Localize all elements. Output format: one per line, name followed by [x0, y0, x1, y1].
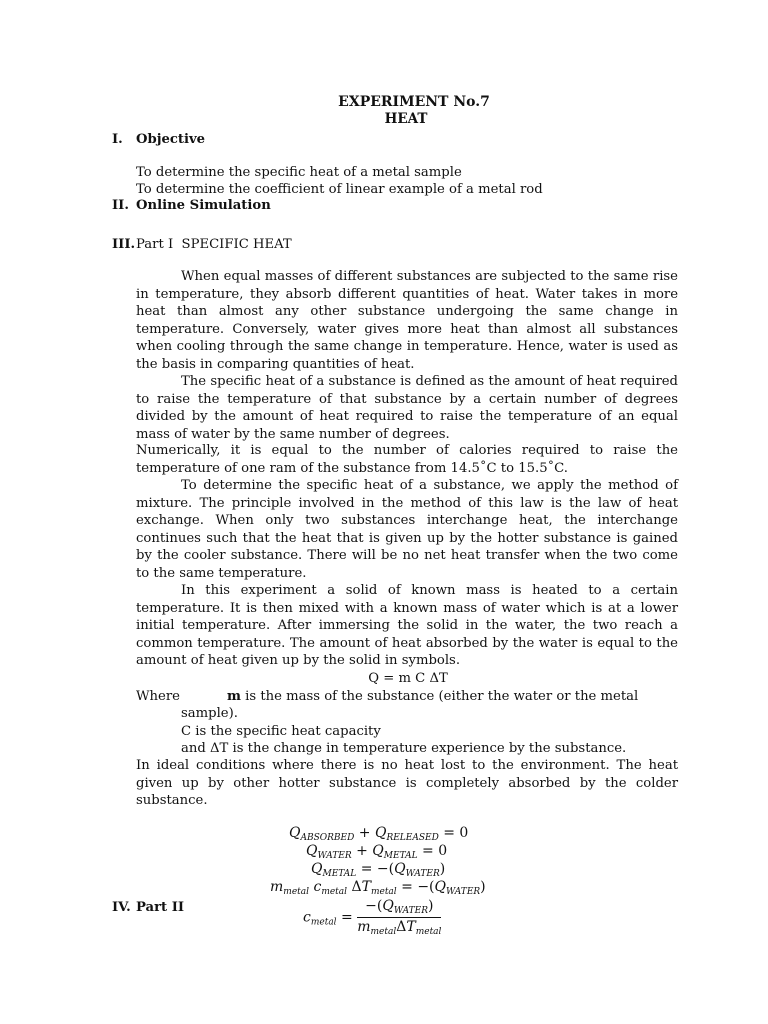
section-3-heading: Part I SPECIFIC HEAT — [136, 237, 292, 252]
paragraph: To determine the specific heat of a substance, we apply the method of mixture. The principle involved in the method of this law is the law of heat exchange. When only two substances interchange heat, the interchange continues such that the heat that is given up by the hotter substance is gained by the cooler substance. There will be no net heat transfer when the two come to the same temperature. — [136, 478, 678, 581]
equation-water-metal: $Q_{WATER} + Q_{METAL} = 0$ — [306, 843, 448, 861]
paragraph: Numerically, it is equal to the number of calories required to raise the temperature of one ram of the substance from 14.5˚C to 15.5˚C. — [136, 443, 678, 476]
where-dt-line: and ΔT is the change in temperature experience by the substance. — [181, 741, 627, 756]
paragraph: When equal masses of different substances are subjected to the same rise in temperature, they absorb different quantities of heat. Water takes in more heat than almost any other substance undergoing the same change in temperature. Conversely, water gives more heat than almost all substances when cooling through the same change in temperature. Hence, water is used as the basis in comparing quantities of heat. — [136, 269, 678, 372]
where-c-line: C is the specific heat capacity — [181, 724, 381, 739]
equation-m-c-dt: $m_{metal}$ $c_{metal}$ $\Delta T_{metal} = -(Q_{WATER})$ — [270, 879, 486, 897]
where-m-text: is the mass of the substance (either the water or the metal — [240, 689, 639, 704]
fraction: $\frac{-(Q_{WATER})}{m_{metal}\Delta T_{metal}}$ — [357, 898, 442, 937]
section-2-heading: Online Simulation — [136, 198, 271, 213]
section-4-number: IV. — [112, 900, 131, 915]
where-m-line — [227, 688, 638, 705]
section-2-number: II. — [112, 198, 129, 213]
paragraph: The specific heat of a substance is defined as the amount of heat required to raise the temperature of that substance by a certain number of degrees divided by the amount of heat required to raise the temperature of an equal mass of water by the same number of degrees. — [136, 374, 678, 442]
section-1-number: I. — [112, 132, 123, 147]
paragraph: In this experiment a solid of known mass is heated to a certain temperature. It is then mixed with a known mass of water which is at a lower initial temperature. After immersing the solid in the water, the two reach a common temperature. The amount of heat absorbed by the water is equal to the amount of heat given up by the solid in symbols. — [136, 583, 678, 668]
where-m-continuation: sample). — [181, 706, 238, 721]
equation-absorbed-released: $Q_{ABSORBED} + Q_{RELEASED} = 0$ — [289, 825, 469, 843]
section-1-heading: Objective — [136, 132, 206, 147]
ideal-conditions-paragraph: In ideal conditions where there is no heat lost to the environment. The heat given up by other hotter substance is completely absorbed by the colder substance. — [136, 758, 678, 808]
equation-q: Q = m C ΔT — [368, 671, 448, 686]
objective-item: To determine the specific heat of a metal sample — [136, 165, 462, 180]
section-3-body-2 — [136, 442, 678, 670]
symbol-m: m — [227, 689, 241, 704]
where-label: Where — [136, 689, 180, 704]
document-subtitle: HEAT — [384, 111, 428, 127]
objective-item: To determine the coefficient of linear example of a metal rod — [136, 182, 543, 197]
document-title: EXPERIMENT No.7 — [338, 94, 490, 110]
equation-metal-water: $Q_{METAL} = -(Q_{WATER})$ — [311, 861, 446, 879]
section-4-heading: Part II — [136, 900, 185, 915]
equation-c-metal: $c_{metal}$ = $\frac{-(Q_{WATER})}{m_{metal}\Delta T_{metal}}$ — [303, 898, 442, 937]
section-3-body — [136, 268, 678, 443]
section-3-number: III. — [112, 237, 136, 252]
